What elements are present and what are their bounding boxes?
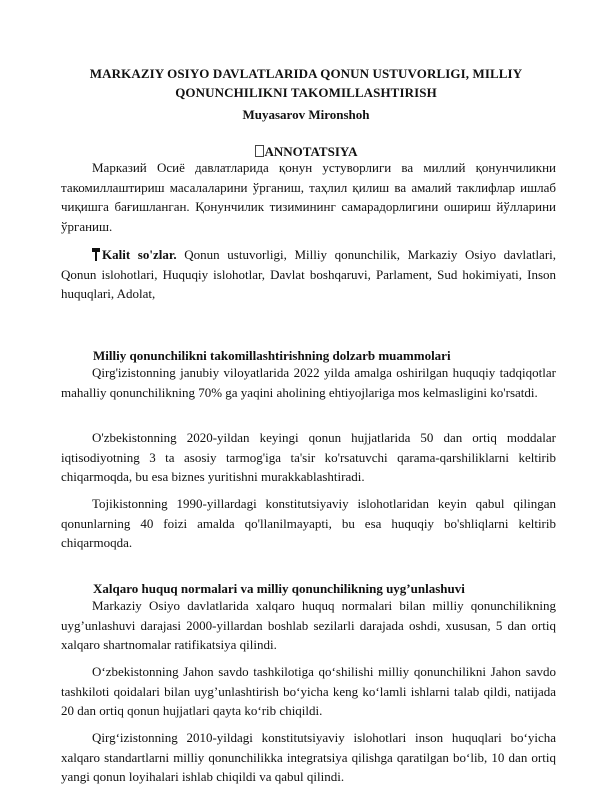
section2-paragraph-3: Qirg‘izistonning 2010-yildagi konstitutsiyaviy islohotlari inson huquqlari bo‘yicha xalqaro standartlarni milliy qonunchilikka integratsiya qilishga qaratilgan bo‘lib, 10 dan ortiq yangi qonun loyihalari ishlab chiqildi va qabul qilindi.: [61, 730, 556, 784]
section2-paragraph-2: O‘zbekistonning Jahon savdo tashkilotiga qo‘shilishi milliy qonunchilikni Jahon savdo tashkiloti qoidalari bilan uyg’unlashtirish bo‘yicha keng ko‘lamli ishlarni talab qildi, natijada 20 dan ortiq qonun hujjatlari qayta ko‘rib chiqildi.: [61, 664, 556, 718]
section1-paragraph-1: Qirg'izistonning janubiy viloyatlarida 2022 yilda amalga oshirilgan huquqiy tadqiqotlar mahalliy qonunchilikning 70% ga yaqini aholining ehtiyojlariga mos kelmasligini ko'rsatdi.: [61, 365, 556, 400]
paper-title: [60, 64, 552, 102]
annotation-heading-text: ANNOTATSIYA: [264, 144, 358, 159]
author-name: Muyasarov Mironshoh: [242, 107, 370, 122]
section-heading-harmonization: Xalqaro huquq normalari va milliy qonunchilikning uyg’unlashuvi: [93, 581, 465, 596]
section-heading-problems: Milliy qonunchilikni takomillashtirishning dolzarb muammolari: [93, 348, 451, 363]
title-line-1: MARKAZIY OSIYO DAVLATLARIDA QONUN USTUVORLIGI, MILLIY: [89, 66, 523, 81]
missing-glyph-icon: [255, 145, 264, 157]
section1-paragraph-2: O'zbekistonning 2020-yildan keyingi qonun hujjatlarida 50 dan ortiq moddalar iqtisodiyotning 3 ta asosiy tarmog'iga ta'sir ko'rsatuvchi qarama-qarshiliklarni keltirib chiqarmoqda, bu esa biznes yuritishni murakkablashtiradi.: [61, 430, 556, 484]
keywords-label: Kalit so'zlar.: [102, 247, 177, 262]
keywords-text: Qonun ustuvorligi, Milliy qonunchilik, Markaziy Osiyo davlatlari, Qonun islohotlari, Huquqiy islohotlar, Davlat boshqaruvi, Parlament, Sud hokimiyati, Inson huquqlari, Adolat,: [61, 247, 557, 301]
section1-paragraph-3: Tojikistonning 1990-yillardagi konstitutsiyaviy islohotlaridan keyin qabul qilingan qonunlarning 40 foizi amalda qo'llanilmayapti, bu esa huquqiy bo'shliqlarni keltirib chiqarmoqda.: [61, 496, 556, 550]
pushpin-icon: [92, 248, 100, 261]
keywords-paragraph: [61, 245, 556, 304]
section2-paragraph-1: Markaziy Osiyo davlatlarida xalqaro huquq normalari bilan milliy qonunchilikning uyg’unlashuvi darajasi 2000-yillardan boshlab sezilarli darajada oshdi, xususan, 5 dan ortiq xalqaro shartnomalar ratifikatsiya qilindi.: [61, 598, 556, 652]
annotation-text: Марказий Осиё давлатларида қонун устуворлиги ва миллий қонунчиликни такомиллаштириш масалаларини ўрганиш, таҳлил қилиш ва амалий таклифлар ишлаб чиқишга бағишланган. Қонунчилик тизимининг самарадорлигини ошириш йўлларини ўрганиш.: [61, 160, 556, 234]
title-line-2: QONUNCHILIKNI TAKOMILLASHTIRISH: [175, 85, 437, 100]
